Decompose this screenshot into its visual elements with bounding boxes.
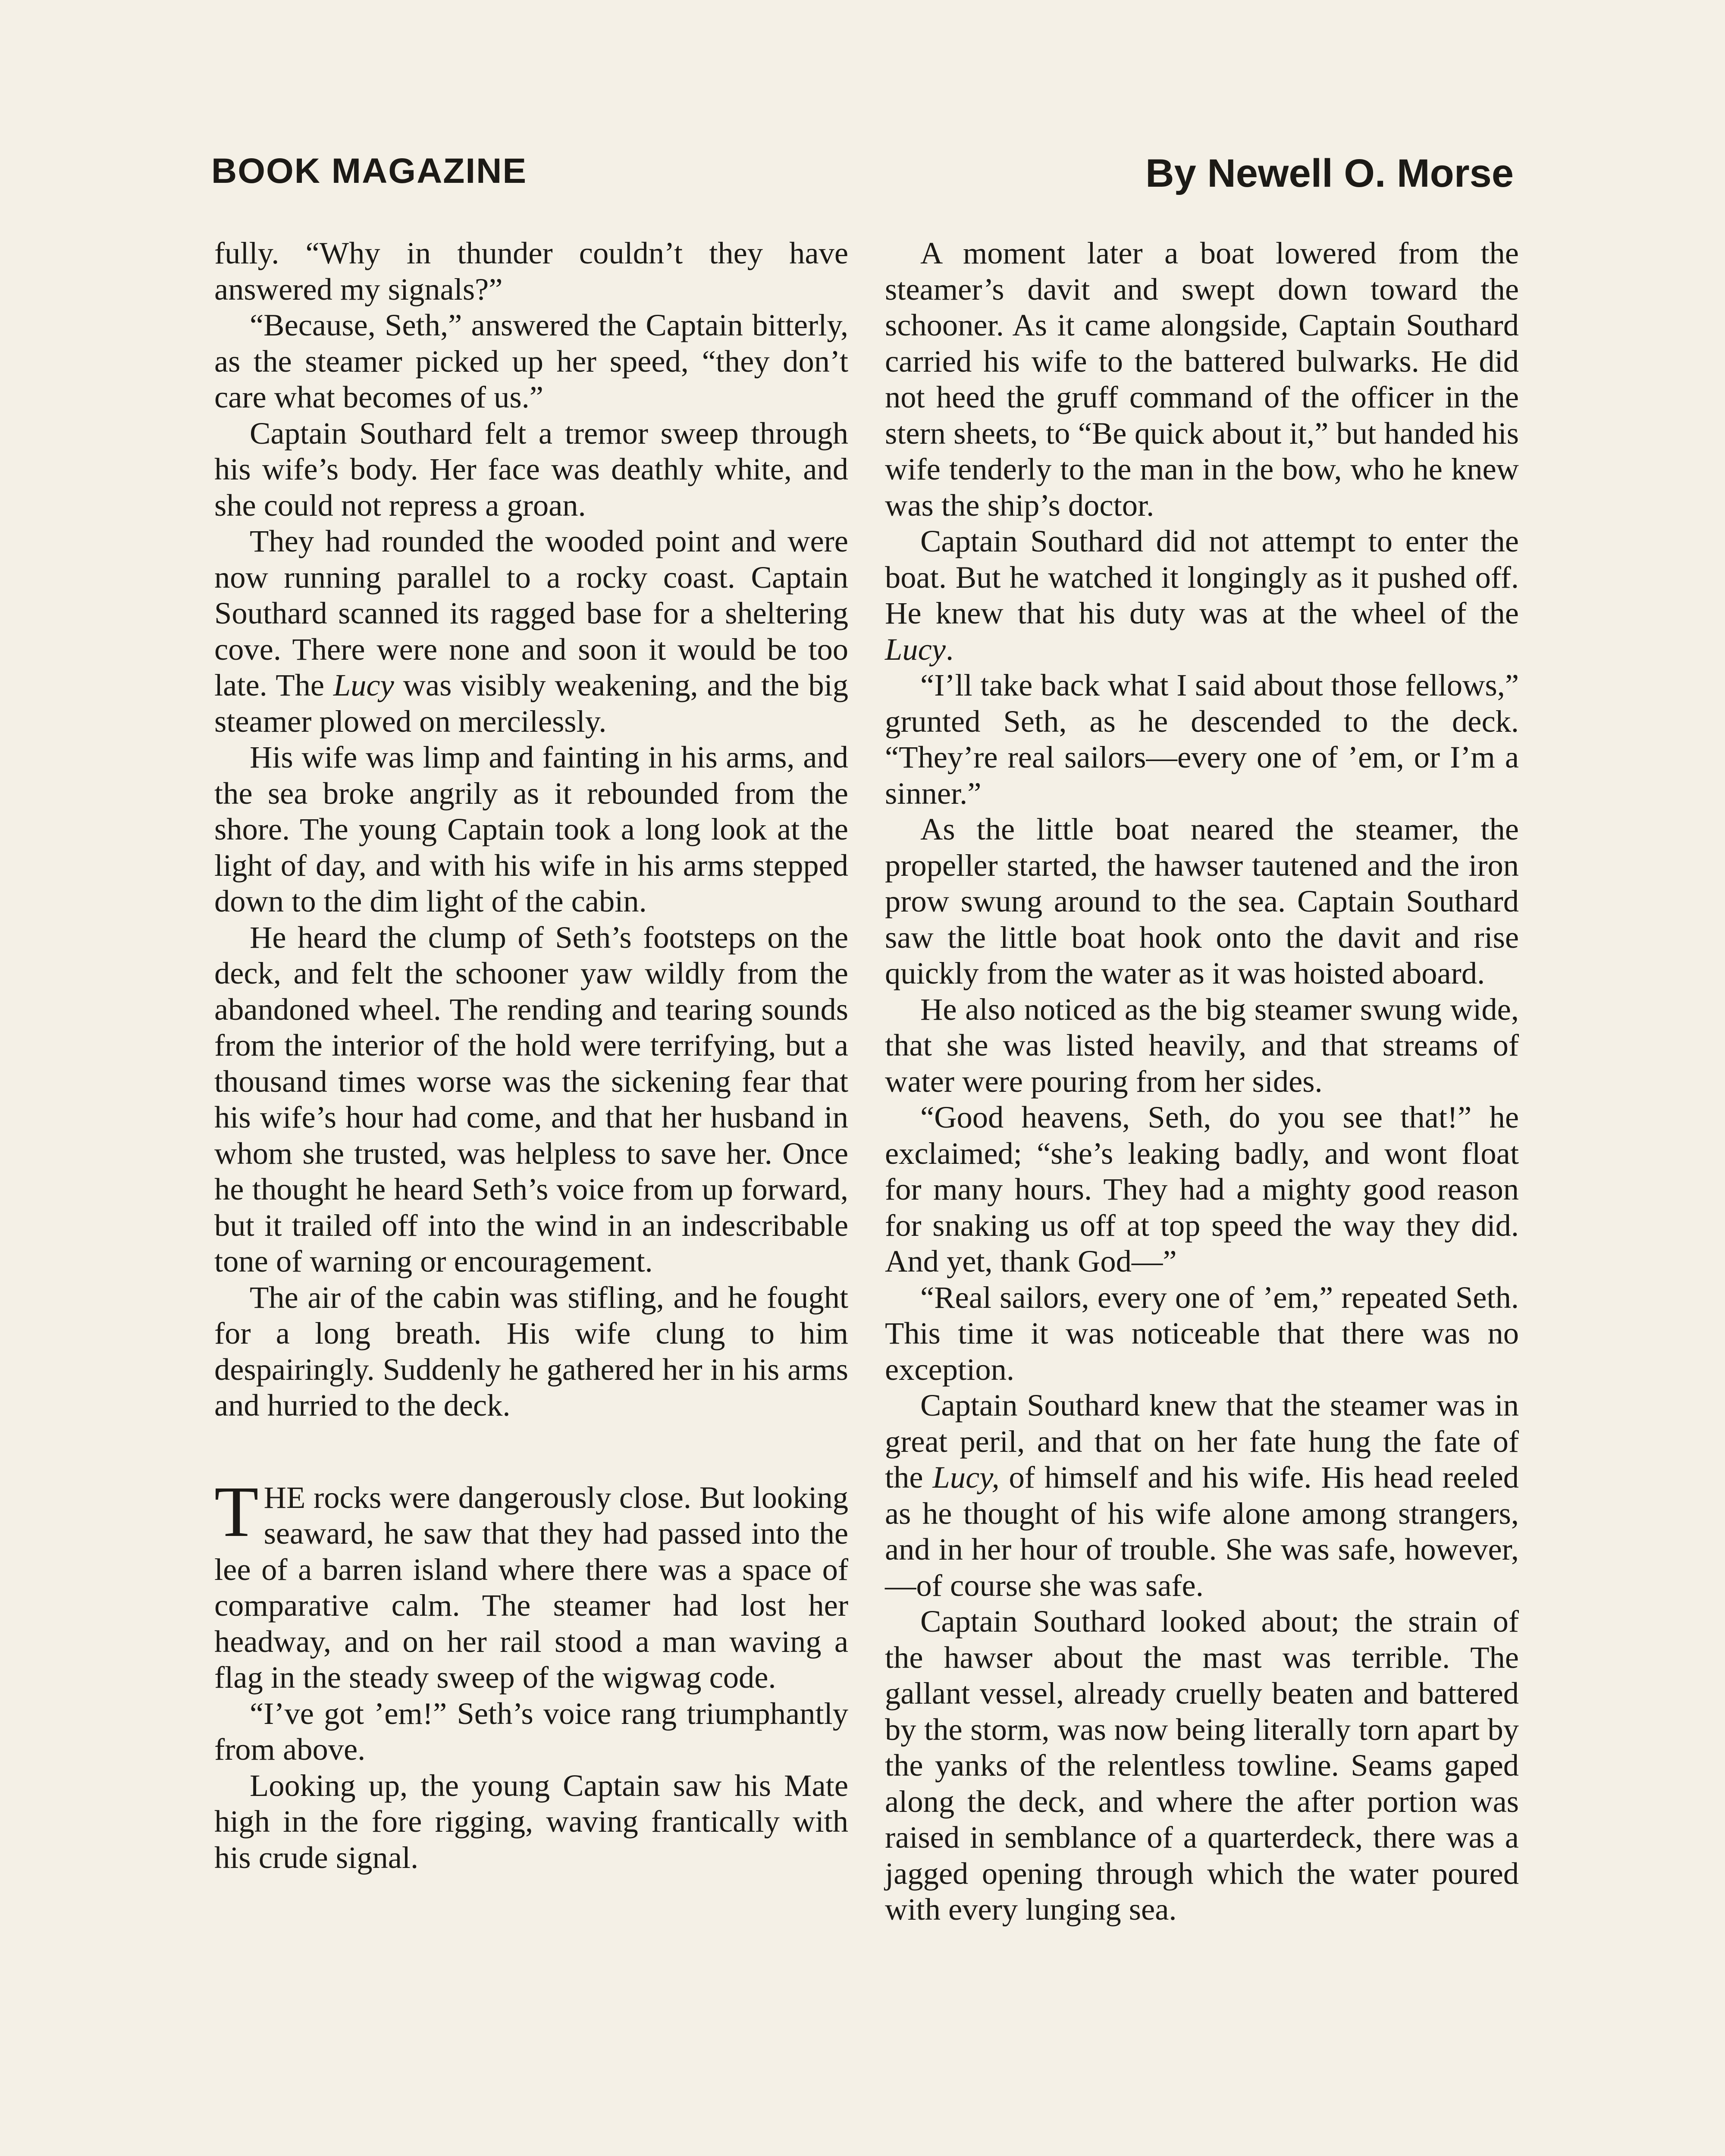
running-header (211, 151, 1514, 194)
paragraph: He heard the clump of Seth’s footsteps on the deck, and felt the schooner yaw wildly from the abandoned wheel. The rending and tearing sounds from the interior of the hold were terrifying, but a thousand times worse was the sickening fear that his wife’s hour had come, and that her husband in whom she trusted, was helpless to save her. Once he thought he heard Seth’s voice from up forward, but it trailed off into the wind in an indescribable tone of warning or encouragement. (214, 919, 848, 1279)
paragraph (885, 523, 1519, 667)
text-run: They had rounded the wooded point and were now running parallel to a rocky coast. Captain Southard scanned its ragged base for a sheltering cove. There were none and soon it would be too late. The (214, 523, 848, 702)
paragraph: “I’ve got ’em!” Seth’s voice rang triumphantly from above. (214, 1695, 848, 1767)
text-run: HE rocks were dangerously close. But looking seaward, he saw that they had passed into the lee of a barren island where there was a space of comparative calm. The steamer had lost her headway, and on her rail stood a man waving a flag in the steady sweep of the wigwag code. (214, 1479, 848, 1695)
section-paragraph (214, 1471, 848, 1695)
paragraph (214, 523, 848, 739)
drop-cap: T (214, 1471, 259, 1552)
text-column-left (214, 235, 848, 1875)
paragraph: “Because, Seth,” answered the Captain bitterly, as the steamer picked up her speed, “they don’t care what becomes of us.” (214, 307, 848, 414)
paragraph: “I’ll take back what I said about those fellows,” grunted Seth, as he descended to the deck. “They’re real sailors—every one of ’em, or I’m a sinner.” (885, 667, 1519, 811)
paragraph: As the little boat neared the steamer, the propeller started, the hawser tautened and the iron prow swung around to the sea. Captain Southard saw the little boat hook onto the davit and rise quickly from the water as it was hoisted aboard. (885, 812, 1519, 990)
paragraph: fully. “Why in thunder couldn’t they have answered my signals?” (214, 235, 848, 307)
text-run: of himself and his wife. His head reeled as he thought of his wife alone among strangers, and in her hour of trouble. She was safe, however,—of course she was safe. (885, 1460, 1519, 1603)
text-run: . (945, 631, 954, 667)
text-run: was visibly weakening, and the big steamer plowed on mercilessly. (214, 667, 848, 739)
author-byline: By Newell O. Morse (1145, 151, 1514, 195)
text-run: Captain Southard did not attempt to enter the boat. But he watched it longingly as it pushed off. He knew that his duty was at the wheel of the (885, 523, 1519, 630)
paragraph: The air of the cabin was stifling, and he fought for a long breath. His wife clung to him despairingly. Suddenly he gathered her in his arms and hurried to the deck. (214, 1279, 848, 1423)
paragraph: He also noticed as the big steamer swung wide, that she was listed heavily, and that streams of water were pouring from her sides. (885, 991, 1519, 1099)
paragraph: A moment later a boat lowered from the steamer’s davit and swept down toward the schooner. As it came alongside, Captain Southard carried his wife to the battered bulwarks. He did not heed the gruff command of the officer in the stern sheets, to “Be quick about it,” but handed his wife tenderly to the man in the bow, who he knew was the ship’s doctor. (885, 235, 1519, 523)
paragraph: Captain Southard looked about; the strain of the hawser about the mast was terrible. The gallant vessel, already cruelly beaten and battered by the storm, was now being literally torn apart by the yanks of the relentless towline. Seams gaped along the deck, and where the after portion was raised in semblance of a quarterdeck, there was a jagged opening through which the water poured with every lunging sea. (885, 1604, 1519, 1927)
paragraph: Captain Southard felt a tremor sweep through his wife’s body. Her face was deathly white, and she could not repress a groan. (214, 415, 848, 523)
paragraph: “Real sailors, every one of ’em,” repeated Seth. This time it was noticeable that there was no exception. (885, 1279, 1519, 1387)
ship-name: Lucy, (932, 1460, 1000, 1495)
text-run: Captain Southard knew that the steamer was in great peril, and that on her fate hung the fate of the (885, 1388, 1519, 1495)
paragraph: “Good heavens, Seth, do you see that!” he exclaimed; “she’s leaking badly, and wont float for many hours. They had a mighty good reason for snaking us off at top speed the way they did. And yet, thank God—” (885, 1100, 1519, 1279)
ship-name: Lucy (333, 667, 394, 702)
paragraph: His wife was limp and fainting in his arms, and the sea broke angrily as it rebounded from the shore. The young Captain took a long look at the light of day, and with his wife in his arms stepped down to the dim light of the cabin. (214, 740, 848, 918)
text-column-right (885, 235, 1519, 1927)
paragraph: Looking up, the young Captain saw his Mate high in the fore rigging, waving frantically with his crude signal. (214, 1767, 848, 1875)
paragraph (885, 1387, 1519, 1603)
ship-name: Lucy (885, 631, 946, 667)
publication-title: BOOK MAGAZINE (211, 151, 527, 191)
